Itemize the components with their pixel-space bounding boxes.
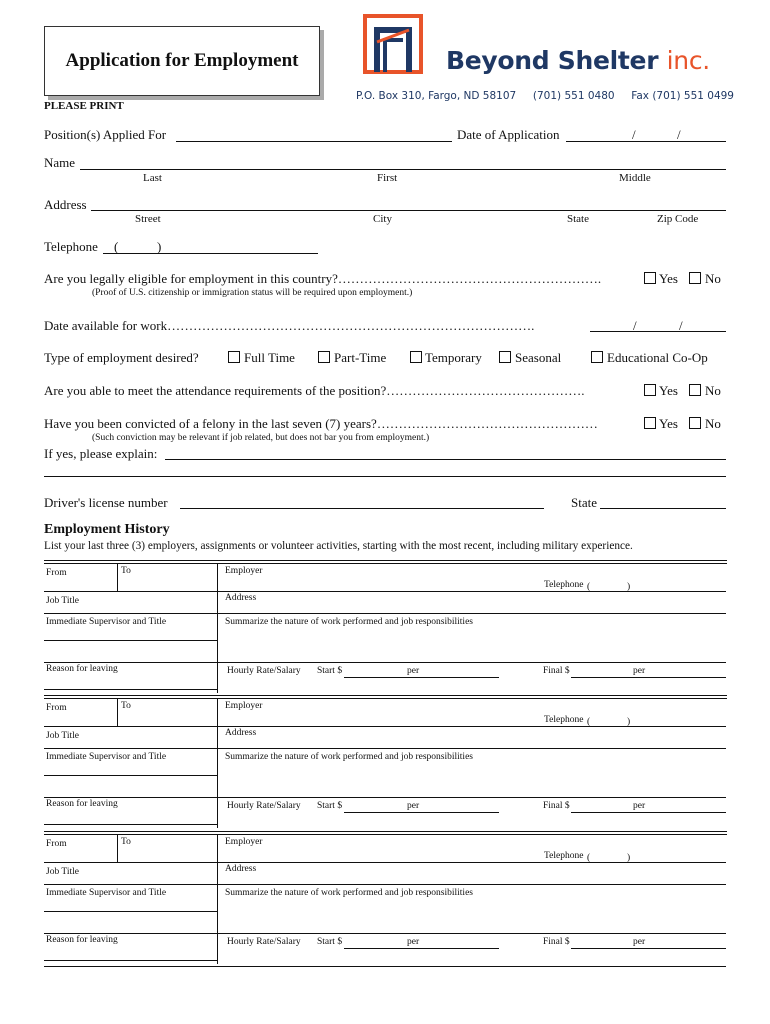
history-1-summary-input[interactable] (44, 662, 726, 663)
history-3-divider-fromto (117, 834, 118, 862)
history-3-top-rule (44, 831, 727, 835)
history-2-divider-fromto (117, 698, 118, 726)
telephone-label: Telephone (44, 239, 98, 254)
history-1-summary-label: Summarize the nature of work performed and job responsibilities (225, 617, 473, 627)
type-seasonal-checkbox[interactable] (499, 351, 511, 363)
history-2-employer-label: Employer (225, 701, 263, 711)
history-2-top-rule (44, 695, 727, 699)
employment-type-label: Type of employment desired? (44, 350, 199, 365)
history-1-final-label: Final $ (543, 666, 570, 676)
history-1-employer-label: Employer (225, 566, 263, 576)
history-3-supervisor-input[interactable] (44, 911, 217, 912)
type-temporary-checkbox[interactable] (410, 351, 422, 363)
eligible-no-label: No (705, 271, 721, 286)
date-slash: / (679, 318, 683, 333)
history-3-employer-input[interactable] (217, 862, 726, 863)
eligible-note: (Proof of U.S. citizenship or immigration status will be required upon employment.) (92, 288, 413, 298)
history-1-final-input[interactable] (571, 677, 726, 678)
history-3-jobtitle-label: Job Title (46, 867, 80, 877)
type-fulltime-checkbox[interactable] (228, 351, 240, 363)
address-label: Address (44, 197, 87, 212)
history-1-start-input[interactable] (344, 677, 499, 678)
positions-input[interactable] (176, 141, 452, 142)
history-3-to-label: To (121, 837, 131, 847)
history-3-telephone-label: Telephone (544, 851, 584, 861)
history-2-hourly-label: Hourly Rate/Salary (227, 801, 301, 811)
history-1-divider-fromto (117, 563, 118, 591)
eligible-question: Are you legally eligible for employment in this country?……………………………………………………. (44, 271, 602, 286)
history-2-supervisor-input[interactable] (44, 775, 217, 776)
history-1-reason-label: Reason for leaving (46, 664, 118, 674)
history-1-supervisor-input[interactable] (44, 640, 217, 641)
history-3-fromto-input[interactable] (44, 862, 217, 863)
explain-label: If yes, please explain: (44, 446, 158, 461)
history-2-supervisor-label: Immediate Supervisor and Title (46, 752, 167, 762)
felony-no-label: No (705, 416, 721, 431)
name-label: Name (44, 155, 76, 170)
history-2-final-label: Final $ (543, 801, 570, 811)
history-3-reason-label: Reason for leaving (46, 935, 118, 945)
eligible-yes-label: Yes (659, 271, 678, 286)
license-state-label: State (571, 495, 597, 510)
history-1-final-per-label: per (633, 666, 646, 676)
page-title: Application for Employment (44, 26, 320, 96)
type-temporary-label: Temporary (425, 350, 482, 365)
date-slash: / (677, 127, 681, 142)
please-print: PLEASE PRINT (44, 100, 124, 112)
history-1-to-label: To (121, 566, 131, 576)
history-1-tel-open: ( (587, 582, 591, 592)
address-input[interactable] (91, 210, 726, 211)
addr-state-caption: State (567, 213, 589, 225)
addr-zip-caption: Zip Code (657, 213, 699, 225)
history-1-tel-close: ) (627, 582, 631, 592)
history-3-summary-label: Summarize the nature of work performed and job responsibilities (225, 888, 473, 898)
history-intro: List your last three (3) employers, assignments or volunteer activities, starting with the most recent, including military experience. (44, 540, 633, 552)
history-3-hourly-label: Hourly Rate/Salary (227, 937, 301, 947)
license-state-input[interactable] (600, 508, 726, 509)
addr-street-caption: Street (135, 213, 161, 225)
history-2-to-label: To (121, 701, 131, 711)
eligible-yes-checkbox[interactable] (644, 272, 656, 284)
date-slash: / (632, 127, 636, 142)
history-1-from-label: From (46, 568, 67, 578)
history-1-hourly-label: Hourly Rate/Salary (227, 666, 301, 676)
history-2-final-input[interactable] (571, 812, 726, 813)
date-available-label: Date available for work…………………………………………………………………………. (44, 318, 535, 333)
addr-city-caption: City (373, 213, 392, 225)
felony-no-checkbox[interactable] (689, 417, 701, 429)
attendance-yes-label: Yes (659, 383, 678, 398)
name-first-caption: First (377, 172, 398, 184)
company-name-text: Beyond Shelter (446, 46, 659, 75)
history-3-final-label: Final $ (543, 937, 570, 947)
history-3-address-label: Address (225, 864, 257, 874)
history-3-start-label: Start $ (317, 937, 343, 947)
history-2-tel-open: ( (587, 717, 591, 727)
attendance-question: Are you able to meet the attendance requirements of the position?………………………………………. (44, 383, 585, 398)
date-application-input[interactable] (566, 141, 726, 142)
felony-yes-label: Yes (659, 416, 678, 431)
history-1-per-label: per (407, 666, 420, 676)
history-2-start-input[interactable] (344, 812, 499, 813)
history-2-divider-main (217, 698, 218, 828)
attendance-no-checkbox[interactable] (689, 384, 701, 396)
history-heading: Employment History (44, 522, 170, 537)
history-3-supervisor-label: Immediate Supervisor and Title (46, 888, 167, 898)
felony-question: Have you been convicted of a felony in the last seven (7) years?…………………………………………… (44, 416, 598, 431)
history-2-jobtitle-input[interactable] (44, 748, 726, 749)
history-3-divider-main (217, 834, 218, 964)
history-3-from-label: From (46, 839, 67, 849)
attendance-no-label: No (705, 383, 721, 398)
telephone-input[interactable] (103, 253, 318, 254)
history-2-per-label: per (407, 801, 420, 811)
history-2-start-label: Start $ (317, 801, 343, 811)
history-2-employer-input[interactable] (217, 726, 726, 727)
history-bottom-rule (44, 966, 726, 967)
history-3-final-per-label: per (633, 937, 646, 947)
history-1-employer-input[interactable] (217, 591, 726, 592)
explain-input-line2[interactable] (44, 476, 726, 477)
history-2-address-label: Address (225, 728, 257, 738)
license-label: Driver's license number (44, 495, 168, 510)
name-input[interactable] (80, 169, 726, 170)
history-1-telephone-label: Telephone (544, 580, 584, 590)
history-3-tel-open: ( (587, 853, 591, 863)
felony-note: (Such conviction may be relevant if job related, but does not bar you from employment.) (92, 433, 430, 443)
history-1-jobtitle-label: Job Title (46, 596, 80, 606)
history-2-reason-label: Reason for leaving (46, 799, 118, 809)
history-2-fromto-input[interactable] (44, 726, 217, 727)
company-contact: P.O. Box 310, Fargo, ND 58107 (701) 551 0480 Fax (701) 551 0499 (356, 90, 734, 102)
history-2-summary-input[interactable] (44, 797, 726, 798)
explain-input[interactable] (165, 459, 726, 460)
history-1-address-label: Address (225, 593, 257, 603)
tel-open: ( (114, 239, 119, 254)
tel-close: ) (157, 239, 162, 254)
eligible-no-checkbox[interactable] (689, 272, 701, 284)
history-3-per-label: per (407, 937, 420, 947)
history-3-summary-input[interactable] (44, 933, 726, 934)
attendance-yes-checkbox[interactable] (644, 384, 656, 396)
history-3-reason-input[interactable] (44, 960, 217, 961)
history-2-telephone-label: Telephone (544, 715, 584, 725)
type-coop-label: Educational Co-Op (607, 350, 708, 365)
felony-yes-checkbox[interactable] (644, 417, 656, 429)
history-3-final-input[interactable] (571, 948, 726, 949)
history-3-jobtitle-input[interactable] (44, 884, 726, 885)
company-logo-icon (363, 14, 423, 80)
history-1-start-label: Start $ (317, 666, 343, 676)
company-suffix: inc. (666, 46, 710, 75)
history-2-reason-input[interactable] (44, 824, 217, 825)
name-last-caption: Last (143, 172, 162, 184)
type-seasonal-label: Seasonal (515, 350, 562, 365)
type-coop-checkbox[interactable] (591, 351, 603, 363)
date-slash: / (633, 318, 637, 333)
type-fulltime-label: Full Time (244, 350, 295, 365)
history-2-jobtitle-label: Job Title (46, 731, 80, 741)
history-2-tel-close: ) (627, 717, 631, 727)
history-1-divider-main (217, 563, 218, 693)
date-available-input[interactable] (590, 331, 726, 332)
history-1-top-rule (44, 560, 727, 564)
history-3-employer-label: Employer (225, 837, 263, 847)
history-3-start-input[interactable] (344, 948, 499, 949)
history-1-fromto-input[interactable] (44, 591, 217, 592)
date-application-label: Date of Application (457, 127, 560, 142)
history-1-reason-input[interactable] (44, 689, 217, 690)
positions-label: Position(s) Applied For (44, 127, 167, 142)
name-middle-caption: Middle (619, 172, 651, 184)
history-2-summary-label: Summarize the nature of work performed and job responsibilities (225, 752, 473, 762)
history-1-supervisor-label: Immediate Supervisor and Title (46, 617, 167, 627)
history-2-from-label: From (46, 703, 67, 713)
license-input[interactable] (180, 508, 544, 509)
history-3-tel-close: ) (627, 853, 631, 863)
type-parttime-label: Part-Time (334, 350, 387, 365)
history-1-jobtitle-input[interactable] (44, 613, 726, 614)
history-2-final-per-label: per (633, 801, 646, 811)
company-name (446, 46, 710, 75)
type-parttime-checkbox[interactable] (318, 351, 330, 363)
